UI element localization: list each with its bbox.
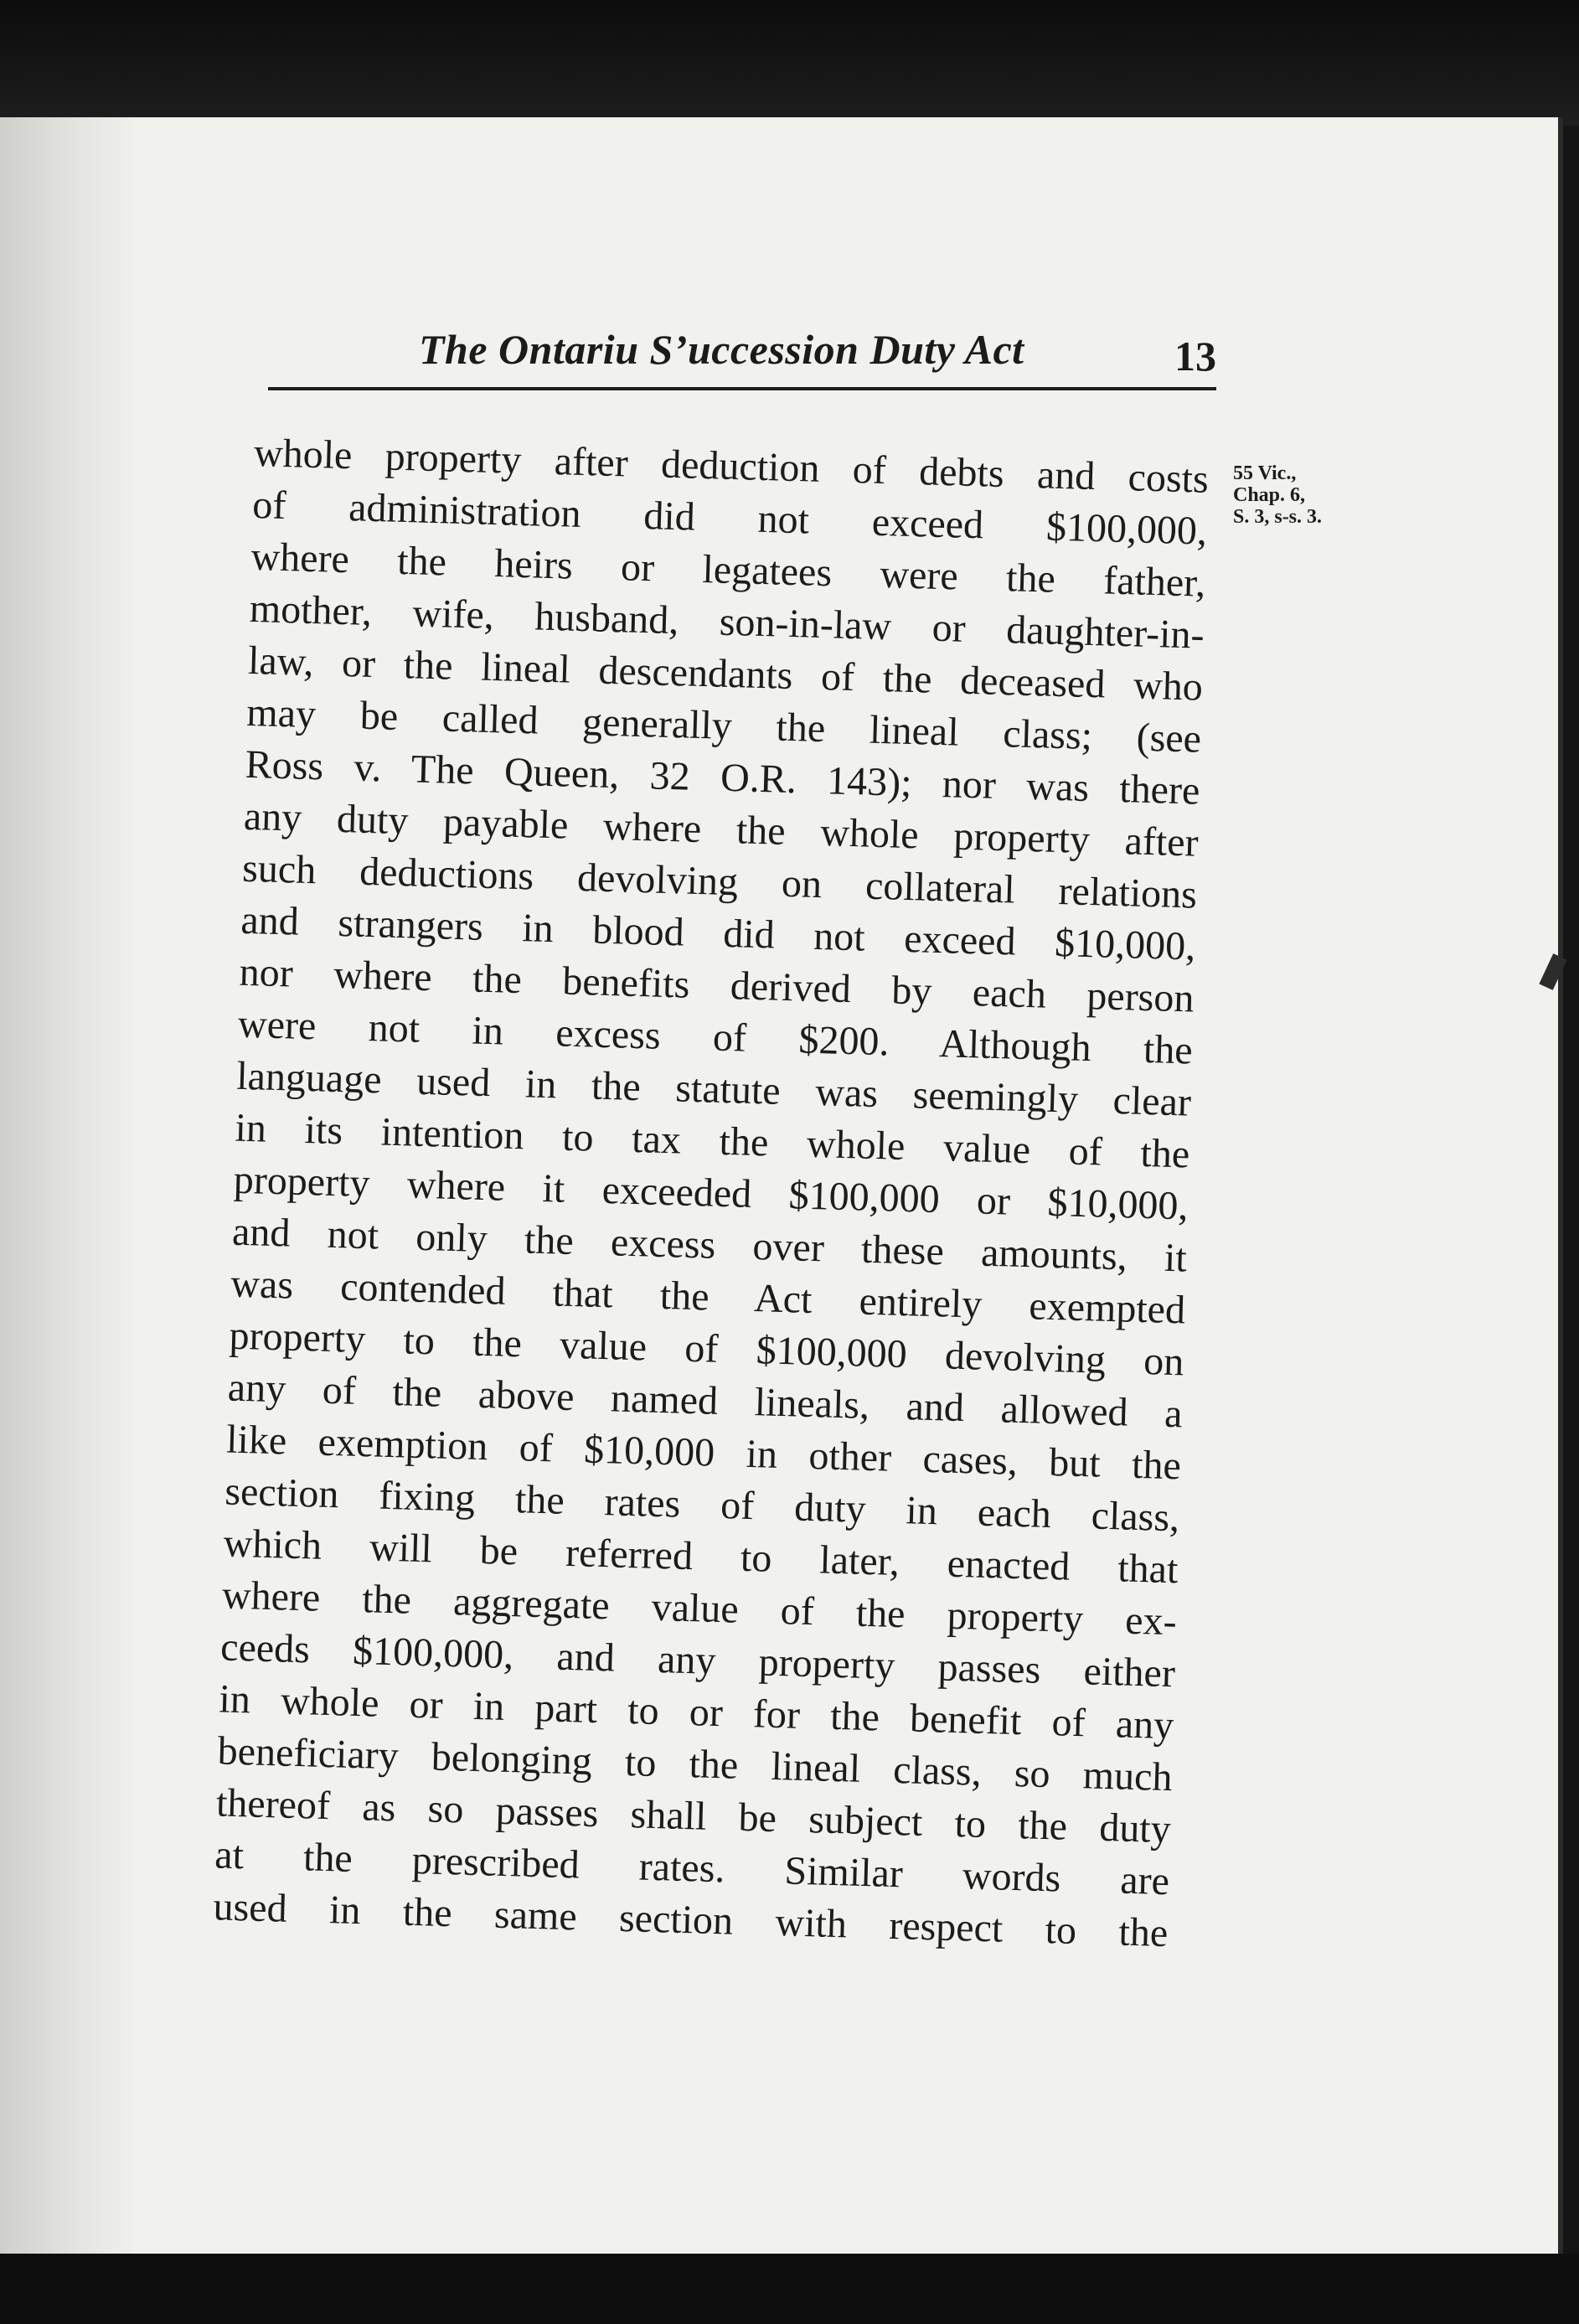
text-line: where the aggregate value of the property ex- [221, 1573, 1178, 1645]
text-line: thereof as so passes shall be subject to the duty [215, 1780, 1172, 1852]
text-line: mother, wife, husband, son-in-law or daughter-in- [249, 586, 1205, 658]
text-line: may be called generally the lineal class; (see [245, 689, 1202, 762]
running-header [268, 317, 1216, 392]
text-line: ceeds $100,000, and any property passes either [219, 1624, 1176, 1697]
text-line: was contended that the Act entirely exempted [230, 1261, 1186, 1333]
margin-citation-line: S. 3, s-s. 3. [1233, 506, 1323, 528]
text-line: section fixing the rates of duty in each class, [224, 1469, 1180, 1541]
margin-citation-line: Chap. 6, [1233, 484, 1306, 506]
text-line: beneficiary belonging to the lineal class, so much [217, 1728, 1174, 1800]
page-number: 13 [1174, 333, 1216, 380]
text-line: such deductions devolving on collateral relations [241, 845, 1198, 917]
text-line: Ross v. The Queen, 32 O.R. 143); nor was there [245, 741, 1201, 813]
page-gutter-shadow [0, 117, 142, 2262]
margin-citation [1233, 462, 1442, 528]
text-line: whole property after deduction of debts and costs [253, 430, 1210, 502]
scan-bottom-border [0, 2254, 1579, 2324]
text-line: law, or the lineal descendants of the deceased who [247, 638, 1204, 710]
text-line: language used in the statute was seemingly clear [235, 1053, 1192, 1125]
scan-top-border [0, 0, 1579, 126]
text-line: property where it exceeded $100,000 or $10,000, [233, 1157, 1189, 1229]
text-line: any duty payable where the whole property after [243, 793, 1200, 865]
text-line: used in the same section with respect to the [212, 1884, 1169, 1956]
margin-citation-line: 55 Vic., [1233, 462, 1297, 484]
text-line: any of the above named lineals, and allowed a [227, 1365, 1184, 1437]
text-line: like exemption of $10,000 in other cases, but the [225, 1417, 1182, 1489]
text-line: at the prescribed rates. Similar words are [214, 1832, 1170, 1904]
header-rule [268, 387, 1216, 390]
text-line: where the heirs or legatees were the father, [250, 534, 1206, 606]
text-line: in its intention to tax the whole value of the [234, 1105, 1190, 1177]
text-line: which will be referred to later, enacted that [223, 1521, 1179, 1593]
text-line: in whole or in part to or for the benefit of any [218, 1676, 1174, 1748]
text-line: of administration did not exceed $100,000, [251, 482, 1208, 554]
body-paragraph [213, 427, 1210, 1960]
text-line: and strangers in blood did not exceed $10,000, [240, 897, 1196, 969]
text-line: and not only the excess over these amounts, it [231, 1209, 1188, 1281]
text-line: were not in excess of $200. Although the [237, 1001, 1194, 1073]
running-title: The Ontariu S’uccession Duty Act [419, 326, 1024, 373]
text-line: nor where the benefits derived by each person [239, 949, 1195, 1021]
text-line: property to the value of $100,000 devolving on [228, 1313, 1185, 1385]
